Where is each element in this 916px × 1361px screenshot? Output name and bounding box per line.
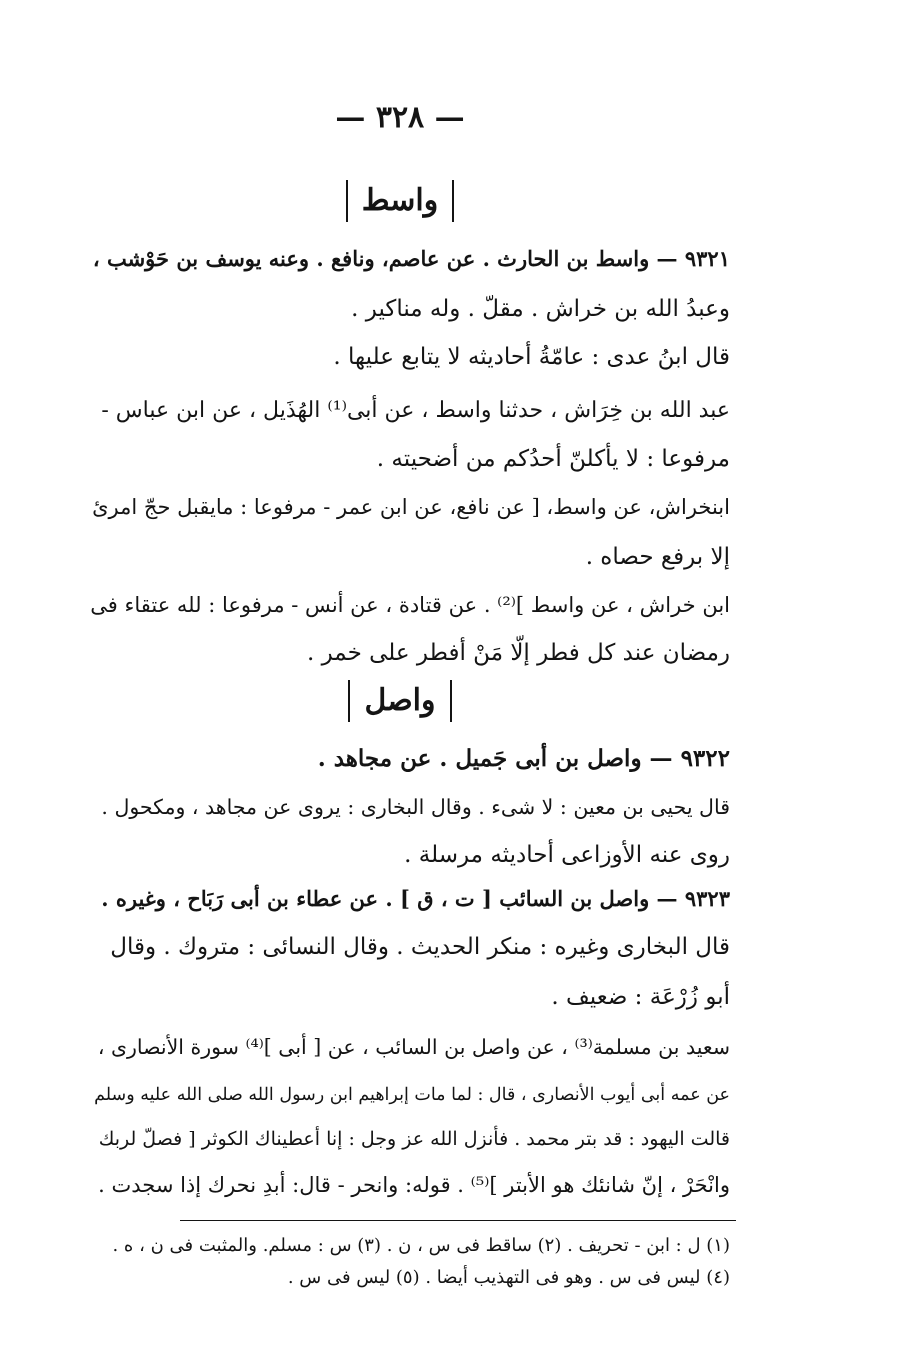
entry-9323-line-7: وانْحَرْ ، إنّ شانئك هو الأبتر ]⁽⁵⁾ . قوله: وانحر - قال: أبدِ نحرك إذا سجدت .: [98, 1173, 730, 1197]
entry-9323-line-4: سعيد بن مسلمة⁽³⁾ ، عن واصل بن السائب ، عن [ أبى ]⁽⁴⁾ سورة الأنصارى ،: [97, 1035, 730, 1059]
footnote-divider: [180, 1220, 736, 1221]
entry-9321-line-3: قال ابنُ عدى : عامّةُ أحاديثه لا يتابع عليها .: [333, 344, 730, 370]
entry-9323-line-1: ٩٣٢٣ — واصل بن السائب [ ت ، ق ] . عن عطاء بن أبى رَبَاح ، وغيره .: [101, 886, 730, 911]
section-heading-wasit: [0, 180, 800, 222]
footnote-line-2: (٤) ليس فى س . وهو فى التهذيب أيضا . (٥) ليس فى س .: [287, 1267, 730, 1288]
entry-9321-line-1: ٩٣٢١ — واسط بن الحارث . عن عاصم، ونافع . وعنه يوسف بن حَوْشب ،: [92, 246, 730, 271]
entry-9321-line-4: عبد الله بن خِرَاش ، حدثنا واسط ، عن أبى⁽¹⁾ الهُذَيل ، عن ابن عباس -: [101, 398, 730, 423]
entry-9323-line-3: أبو زُرْعَة : ضعيف .: [551, 984, 730, 1010]
entry-9323-line-6: قالت اليهود : قد بتر محمد . فأنزل الله عز وجل : إنا أعطيناك الكوثر [ فصلّ لربك: [98, 1128, 730, 1150]
entry-9322-line-3: روى عنه الأوزاعى أحاديثه مرسلة .: [404, 842, 730, 868]
page-number: — ٣٢٨ —: [335, 100, 465, 135]
entry-9321-line-6: ابنخراش، عن واسط، [ عن نافع، عن ابن عمر - مرفوعا : مايقبل حجّ امرئ: [92, 495, 730, 519]
heading-label: واسط: [346, 180, 454, 222]
entry-9321-line-5: مرفوعا : لا يأكلنّ أحدُكم من أضحيته .: [376, 446, 730, 472]
footnote-line-1: (١) ل : ابن - تحريف . (٢) ساقط فى س ، ن . (٣) س : مسلم. والمثبت فى ن ، ه .: [112, 1235, 730, 1256]
section-heading-wasil: [0, 680, 800, 722]
entry-9321-line-8: ابن خراش ، عن واسط ]⁽²⁾ . عن قتادة ، عن أنس - مرفوعا : لله عتقاء فى: [90, 593, 730, 617]
entry-9323-line-5: عن عمه أبى أيوب الأنصارى ، قال : لما مات إبراهيم ابن رسول الله صلى الله عليه وسلم: [94, 1085, 730, 1105]
entry-9322-line-2: قال يحيى بن معين : لا شىء . وقال البخارى : يروى عن مجاهد ، ومكحول .: [101, 795, 730, 819]
entry-9321-line-9: رمضان عند كل فطر إلّا مَنْ أفطر على خمر .: [306, 640, 730, 666]
heading-label: واصل: [348, 680, 451, 722]
entry-9321-line-7: إلا برفع حصاه .: [585, 544, 730, 570]
entry-9321-line-2: وعبدُ الله بن خراش . مقلّ . وله مناكير .: [351, 296, 730, 322]
entry-9322-line-1: ٩٣٢٢ — واصل بن أبى جَميل . عن مجاهد .: [317, 745, 730, 772]
entry-9323-line-2: قال البخارى وغيره : منكر الحديث . وقال النسائى : متروك . وقال: [110, 934, 730, 960]
